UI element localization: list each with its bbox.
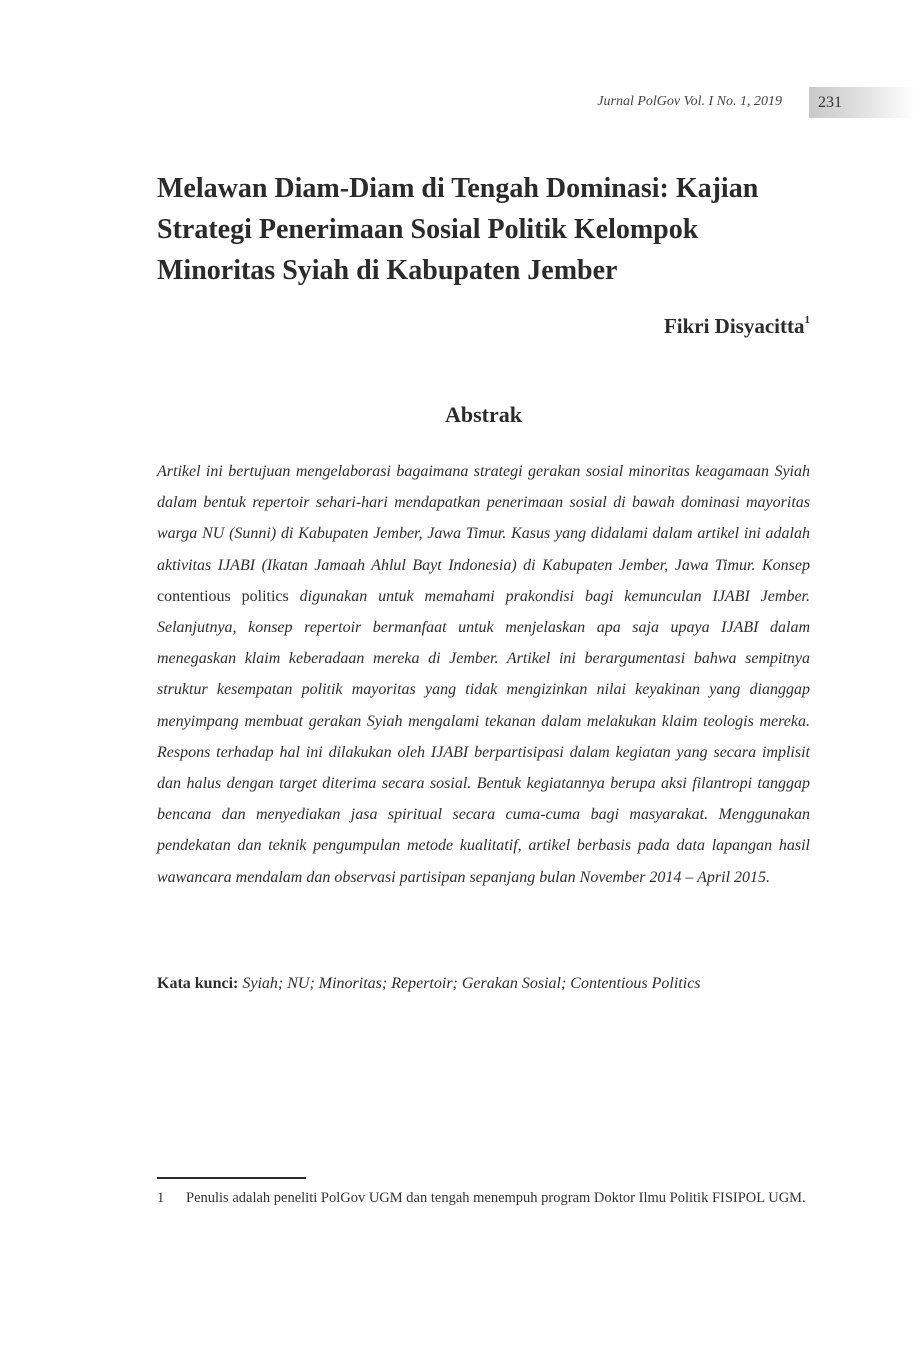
footnote-text: Penulis adalah peneliti PolGov UGM dan tengah menempuh program Doktor Ilmu Politik FISIPOL UGM. (186, 1190, 806, 1206)
abstract-text-part2: digunakan untuk memahami prakondisi bagi kemunculan IJABI Jember. Selanjutnya, konsep repertoir bermanfaat untuk menjelaskan apa saja upaya IJABI dalam menegaskan klaim keberadaan mereka di Jember. Artikel ini berargumentasi bahwa sempitnya struktur kesempatan politik mayoritas yang tidak mengizinkan nilai keyakinan yang dianggap menyimpang membuat gerakan Syiah mengalami tekanan dalam melakukan klaim teologis mereka. Respons terhadap hal ini dilakukan oleh IJABI berpartisipasi dalam kegiatan yang secara implisit dan halus dengan target diterima secara sosial. Bentuk kegiatannya berupa aksi filantropi tanggap bencana dan menyediakan jasa spiritual secara cuma-cuma bagi masyarakat. Menggunakan pendekatan dan teknik pengumpulan metode kualitatif, artikel berbasis pada data lapangan hasil wawancara mendalam dan observasi partisipan sepanjang bulan November 2014 – April 2015. (157, 587, 810, 886)
keywords-values: Syiah; NU; Minoritas; Repertoir; Gerakan Sosial; Contentious Politics (242, 975, 701, 992)
footnote-number: 1 (157, 1190, 165, 1206)
abstract-text-part1: Artikel ini bertujuan mengelaborasi bagaimana strategi gerakan sosial minoritas keagamaan Syiah dalam bentuk repertoir sehari-hari mendapatkan penerimaan sosial di bawah dominasi mayoritas warga NU (Sunni) di Kabupaten Jember, Jawa Timur. Kasus yang didalami dalam artikel ini adalah aktivitas IJABI (Ikatan Jamaah Ahlul Bayt Indonesia) di Kabupaten Jember, Jawa Timur. Konsep (157, 463, 810, 574)
footnote (157, 1186, 810, 1211)
footnote-divider (157, 1177, 306, 1179)
abstract-text (157, 456, 810, 893)
keywords-line (157, 975, 810, 993)
keywords-label: Kata kunci: (157, 975, 239, 992)
page-number-tab (809, 87, 915, 118)
abstract-heading: Abstrak (444, 402, 522, 427)
abstract-term-contentious-politics: contentious politics (157, 587, 289, 605)
author-footnote-mark: 1 (804, 314, 810, 326)
page-number: 231 (818, 94, 842, 111)
author-name: Fikri Disyacitta (663, 314, 805, 338)
running-head-journal: Jurnal PolGov Vol. I No. 1, 2019 (597, 94, 782, 109)
author-line (480, 314, 810, 339)
article-title: Melawan Diam-Diam di Tengah Dominasi: Kajian Strategi Penerimaan Sosial Politik Kelompok Minoritas Syiah di Kabupaten Jember (157, 173, 759, 286)
